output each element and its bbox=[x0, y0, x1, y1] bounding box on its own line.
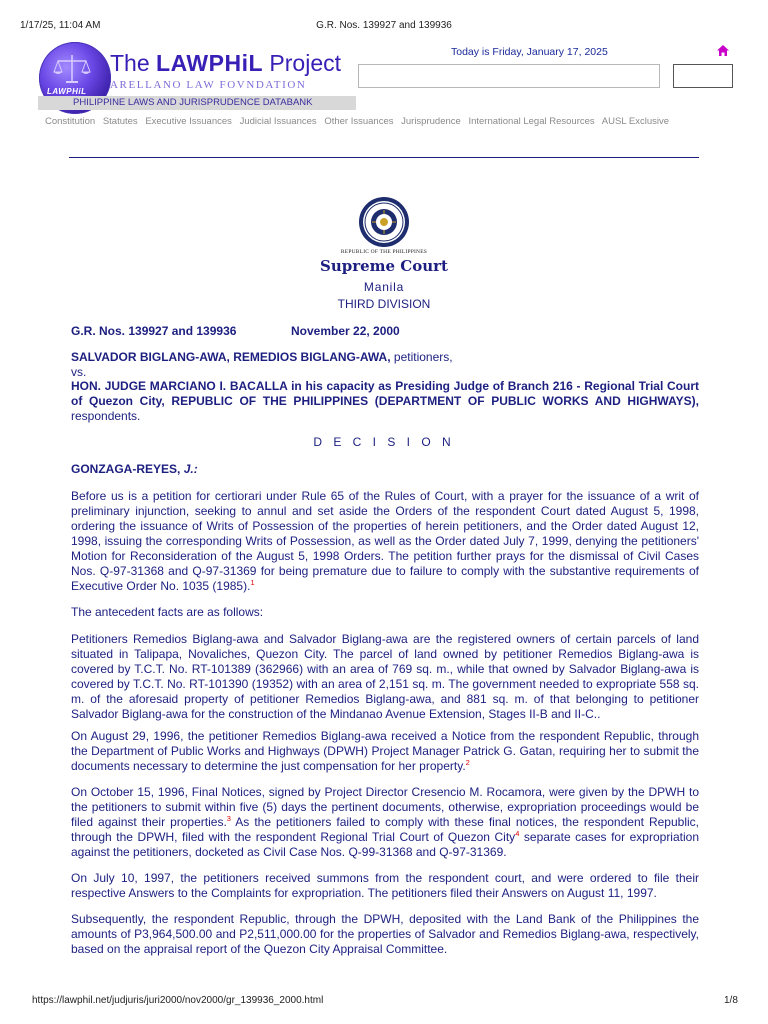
paragraph-7: Subsequently, the respondent Republic, through the DPWH, deposited with the Land Bank of the Philippines the amounts of P3,964,500.00 and P2,511,000.00 for the properties of Salvador and Remedios Biglang-awa, respectively, based on the appraisal report of the Quezon City Appraisal Committee. bbox=[71, 912, 699, 956]
header-divider bbox=[69, 157, 699, 158]
site-title[interactable]: The LAWPHiL Project bbox=[110, 50, 342, 76]
print-page-number: 1/8 bbox=[724, 995, 738, 1006]
decision-date: November 22, 2000 bbox=[291, 324, 400, 338]
nav-item-international-legal-resources[interactable]: International Legal Resources bbox=[468, 116, 595, 127]
print-url: https://lawphil.net/judjuris/juri2000/nov2000/gr_139936_2000.html bbox=[32, 995, 324, 1006]
nav-item-ausl-exclusive[interactable]: AUSL Exclusive bbox=[601, 116, 670, 127]
print-doc-title: G.R. Nos. 139927 and 139936 bbox=[316, 20, 452, 31]
footnote-3-link[interactable]: 3 bbox=[226, 814, 231, 823]
main-nav bbox=[45, 116, 674, 127]
nav-item-jurisprudence[interactable]: Jurisprudence bbox=[401, 116, 461, 127]
search-button[interactable] bbox=[673, 64, 733, 88]
court-name: Supreme Court bbox=[320, 257, 448, 275]
paragraph-2: The antecedent facts are as follows: bbox=[71, 605, 264, 619]
tagline: PHILIPPINE LAWS AND JURISPRUDENCE DATABANK bbox=[73, 97, 313, 108]
search-input[interactable] bbox=[358, 64, 660, 88]
logo-caption: LAWPHiL bbox=[47, 87, 87, 96]
republic-label: REPUBLIC OF THE PHILIPPINES bbox=[340, 249, 428, 255]
paragraph-5: On October 15, 1996, Final Notices, signed by Project Director Cresencio M. Rocamora, were given by the DPWH to the petitioners to submit within five (5) days the pertinent documents, otherwise, expropriation proceedings would be filed against their properties.$^3$ As the petitioners failed to comply with these final notices, the respondent Republic, through the DPWH, filed with the respondent Regional Trial Court of Quezon City$^4$ separate cases for expropriation against the petitioners, docketed as Civil Case Nos. Q-99-31368 and Q-97-31369. bbox=[71, 785, 699, 859]
supreme-court-seal-icon bbox=[358, 196, 410, 248]
court-city: Manila bbox=[363, 280, 405, 294]
paragraph-3: Petitioners Remedios Biglang-awa and Salvador Biglang-awa are the registered owners of certain parcels of land situated in Talipapa, Novaliches, Quezon City. The parcel of land owned by petitioner Remedios Biglang-awa is covered by T.C.T. No. RT-101389 (362966) with an area of 769 sq. m., while that owned by Salvador Biglang-awa is covered by T.C.T. No. RT-101390 (19352) with an area of 2,151 sq. m. The government needed to expropriate 558 sq. m. of the aforesaid property of petitioner Remedios Biglang-awa, and 881 sq. m. of that belonging to petitioner Salvador Biglang-awa for the construction of the Mindanao Avenue Extension, Stages II-B and II-C.. bbox=[71, 632, 699, 721]
nav-item-constitution[interactable]: Constitution bbox=[45, 116, 96, 127]
footnote-1-link[interactable]: 1 bbox=[250, 578, 255, 587]
gr-number: G.R. Nos. 139927 and 139936 bbox=[71, 324, 237, 338]
print-datetime: 1/17/25, 11:04 AM bbox=[20, 20, 101, 31]
nav-item-statutes[interactable]: Statutes bbox=[102, 116, 138, 127]
versus-label: vs. bbox=[71, 365, 87, 379]
petitioners: SALVADOR BIGLANG-AWA, REMEDIOS BIGLANG-AWA, petitioners, bbox=[71, 350, 453, 364]
foundation-name: ARELLANO LAW FOVNDATION bbox=[110, 79, 307, 91]
footnote-2-link[interactable]: 2 bbox=[465, 758, 470, 767]
scales-of-justice-icon bbox=[52, 52, 92, 86]
nav-item-executive-issuances[interactable]: Executive Issuances bbox=[145, 116, 232, 127]
nav-item-other-issuances[interactable]: Other Issuances bbox=[324, 116, 394, 127]
today-date: Today is Friday, January 17, 2025 bbox=[451, 46, 608, 58]
footnote-4-link[interactable]: 4 bbox=[515, 829, 520, 838]
respondents: HON. JUDGE MARCIANO I. BACALLA in his capacity as Presiding Judge of Branch 216 - Regional Trial Court of Quezon City, REPUBLIC OF THE PHILIPPINES (DEPARTMENT OF PUBLIC WORKS AND HIGHWAYS), respondents. bbox=[71, 379, 699, 423]
paragraph-4: On August 29, 1996, the petitioner Remedios Biglang-awa received a Notice from the respondent Republic, through the Department of Public Works and Highways (DPWH) Project Manager Patrick G. Gatan, requiring her to submit the documents necessary to determine the just compensation for her property.$^2$ bbox=[71, 729, 699, 773]
decision-heading: D E C I S I O N bbox=[313, 435, 455, 449]
nav-item-judicial-issuances[interactable]: Judicial Issuances bbox=[239, 116, 317, 127]
paragraph-6: On July 10, 1997, the petitioners received summons from the respondent court, and were ordered to file their respective Answers to the Complaints for expropriation. The petitioners filed their Answers on August 11, 1997. bbox=[71, 871, 699, 900]
home-icon[interactable] bbox=[716, 44, 730, 57]
paragraph-1: Before us is a petition for certiorari under Rule 65 of the Rules of Court, with a prayer for the issuance of a writ of preliminary injunction, seeking to annul and set aside the Orders of the respondent Court dated August 5, 1998, ordering the issuance of Writs of Possession of the properties of herein petitioners, and the Order dated August 12, 1998, issuing the corresponding Writs of Possession, as well as the Order dated July 7, 1999, denying the petitioners' Motion for Reconsideration of the August 5, 1998 Orders. The petition further prays for the dismissal of Civil Cases Nos. Q-97-31368 and Q-97-31369 for being premature due to failure to comply with the substantive requirements of Executive Order No. 1035 (1985).$^1$ bbox=[71, 489, 699, 593]
court-division: THIRD DIVISION bbox=[337, 297, 431, 311]
ponente: GONZAGA-REYES, J.: bbox=[71, 462, 198, 476]
